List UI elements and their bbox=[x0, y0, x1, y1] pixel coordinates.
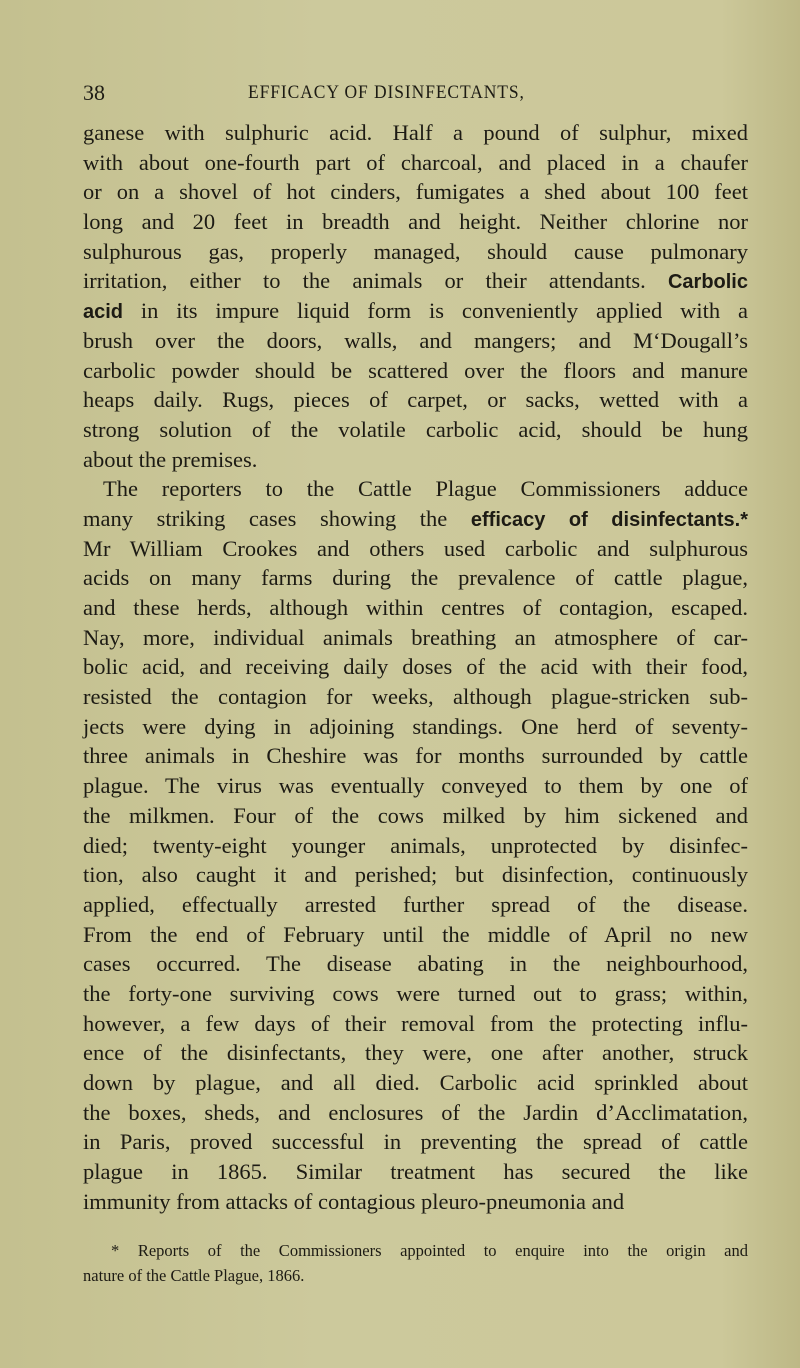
text-line bbox=[83, 1068, 748, 1098]
text-line bbox=[83, 890, 748, 920]
text-segment: jects were dying in adjoining standings. One herd of seventy- bbox=[83, 713, 748, 739]
text-segment: sulphurous gas, properly managed, should cause pulmonary bbox=[83, 238, 748, 264]
body-text bbox=[83, 118, 748, 1216]
text-line bbox=[83, 445, 748, 475]
running-title: EFFICACY OF DISINFECTANTS, bbox=[248, 82, 525, 103]
text-segment: three animals in Cheshire was for months surrounded by cattle bbox=[83, 743, 748, 769]
text-segment: bolic acid, and receiving daily doses of the acid with their food, bbox=[83, 654, 748, 680]
text-segment: died; twenty-eight younger animals, unprotected by disinfec- bbox=[83, 832, 748, 858]
text-segment: however, a few days of their removal from the protecting influ- bbox=[83, 1010, 748, 1036]
text-line bbox=[83, 237, 748, 267]
text-segment: in its impure liquid form is conveniently applied with a bbox=[123, 298, 748, 324]
text-segment: about the premises. bbox=[83, 446, 258, 472]
page-number: 38 bbox=[83, 80, 105, 105]
text-line bbox=[83, 1157, 748, 1187]
text-line bbox=[83, 296, 748, 326]
text-line bbox=[83, 623, 748, 653]
text-line bbox=[83, 266, 748, 296]
text-line bbox=[83, 385, 748, 415]
text-segment: the forty-one surviving cows were turned out to grass; within, bbox=[83, 980, 748, 1006]
text-line bbox=[83, 148, 748, 178]
text-line bbox=[83, 474, 748, 504]
text-segment: in Paris, proved successful in preventing the spread of cattle bbox=[83, 1129, 748, 1155]
text-segment: applied, effectually arrested further spread of the disease. bbox=[83, 891, 748, 917]
text-segment: ence of the disinfectants, they were, one after another, struck bbox=[83, 1040, 748, 1066]
text-segment: ganese with sulphuric acid. Half a pound of sulphur, mixed bbox=[83, 120, 748, 145]
text-segment: cases occurred. The disease abating in the neighbourhood, bbox=[83, 951, 748, 977]
text-line bbox=[83, 860, 748, 890]
text-segment: acids on many farms during the prevalence of cattle plague, bbox=[83, 565, 748, 591]
text-line bbox=[83, 207, 748, 237]
text-segment: Nay, more, individual animals breathing an atmosphere of car- bbox=[83, 624, 748, 650]
text-segment: resisted the contagion for weeks, although plague-stricken sub- bbox=[83, 684, 748, 710]
text-line bbox=[83, 563, 748, 593]
text-line bbox=[83, 1127, 748, 1157]
text-line bbox=[83, 1038, 748, 1068]
text-line bbox=[83, 1098, 748, 1128]
text-line bbox=[83, 801, 748, 831]
text-line bbox=[83, 504, 748, 534]
text-line bbox=[83, 593, 748, 623]
text-line bbox=[83, 415, 748, 445]
text-line bbox=[83, 682, 748, 712]
text-line bbox=[83, 118, 748, 148]
text-line bbox=[83, 534, 748, 564]
text-segment: and these herds, although within centres of contagion, escaped. bbox=[83, 595, 748, 620]
text-segment: strong solution of the volatile carbolic acid, should be hung bbox=[83, 416, 748, 442]
bold-text: efficacy of disinfectants.* bbox=[470, 508, 748, 531]
text-segment: down by plague, and all died. Carbolic acid sprinkled about bbox=[83, 1070, 748, 1095]
text-line bbox=[83, 326, 748, 356]
text-line bbox=[83, 920, 748, 950]
footnote-line: nature of the Cattle Plague, 1866. bbox=[83, 1266, 305, 1285]
text-segment: the boxes, sheds, and enclosures of the Jardin d’Acclimatation, bbox=[83, 1099, 748, 1125]
footnote-line: * Reports of the Commissioners appointed to enquire into the origin and bbox=[111, 1241, 748, 1260]
text-line bbox=[83, 831, 748, 861]
text-segment: carbolic powder should be scattered over the floors and manure bbox=[83, 357, 748, 383]
page-header bbox=[83, 80, 748, 110]
text-segment: The reporters to the Cattle Plague Commissioners adduce bbox=[103, 476, 748, 502]
text-segment: plague in 1865. Similar treatment has secured the like bbox=[83, 1159, 748, 1185]
footnote bbox=[83, 1238, 748, 1288]
bold-text: acid bbox=[83, 301, 124, 324]
text-segment: irritation, either to the animals or their attendants. bbox=[83, 268, 668, 294]
text-line bbox=[83, 652, 748, 682]
text-segment: with about one-fourth part of charcoal, and placed in a chaufer bbox=[83, 149, 748, 175]
text-segment: the milkmen. Four of the cows milked by him sickened and bbox=[83, 802, 748, 828]
text-segment: brush over the doors, walls, and mangers; and M‘Dougall’s bbox=[83, 327, 748, 353]
text-segment: tion, also caught it and perished; but disinfection, continuously bbox=[83, 862, 748, 888]
text-segment: immunity from attacks of contagious pleuro-pneumonia and bbox=[83, 1188, 625, 1214]
text-segment: heaps daily. Rugs, pieces of carpet, or sacks, wetted with a bbox=[83, 387, 748, 413]
text-line bbox=[83, 741, 748, 771]
text-line bbox=[83, 177, 748, 207]
text-segment: long and 20 feet in breadth and height. Neither chlorine nor bbox=[83, 209, 748, 235]
text-segment: From the end of February until the middle of April no new bbox=[83, 921, 748, 947]
text-line bbox=[83, 771, 748, 801]
text-line bbox=[83, 712, 748, 742]
text-segment: or on a shovel of hot cinders, fumigates a shed about 100 feet bbox=[83, 179, 748, 205]
text-line bbox=[83, 356, 748, 386]
text-segment: Mr William Crookes and others used carbolic and sulphurous bbox=[83, 535, 748, 561]
text-segment: plague. The virus was eventually conveyed to them by one of bbox=[83, 773, 748, 799]
text-segment: many striking cases showing the bbox=[83, 505, 471, 531]
text-line bbox=[83, 1187, 748, 1217]
text-line bbox=[83, 979, 748, 1009]
text-line bbox=[83, 1009, 748, 1039]
text-line bbox=[83, 949, 748, 979]
bold-text: Carbolic bbox=[667, 271, 748, 294]
